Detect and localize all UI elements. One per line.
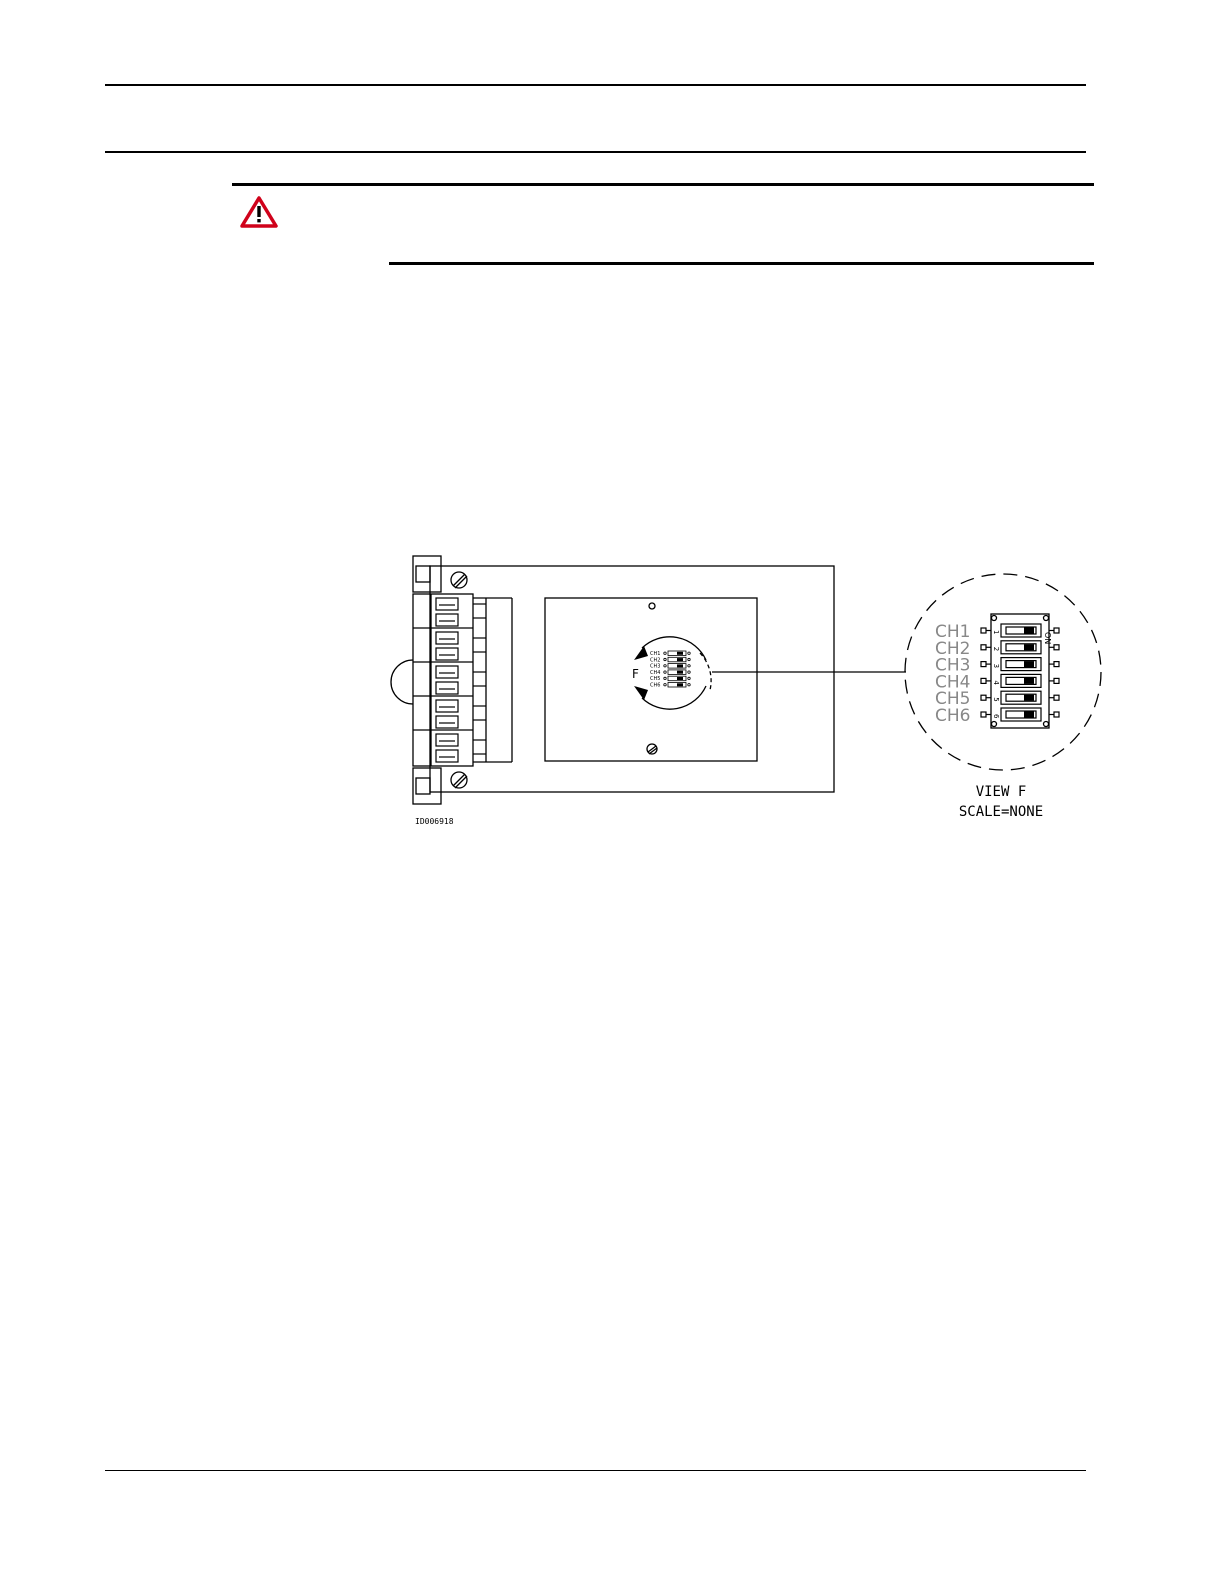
latch-top [413, 556, 441, 592]
mini-channel-label: CH2 [650, 657, 661, 664]
terminal-cell [436, 666, 458, 678]
dip-switch-toggle [1001, 708, 1041, 721]
latch-bottom [413, 768, 441, 804]
detail-channel-label: CH2 [935, 638, 971, 659]
dip-switch-toggle [1001, 674, 1041, 687]
detail-channel-label: CH3 [935, 655, 971, 676]
mini-channel-label: CH5 [650, 676, 661, 683]
terminal-cell [436, 598, 458, 610]
switch-number: 1 [992, 630, 1000, 635]
dip-switch-toggle [1001, 691, 1041, 704]
terminal-cell [436, 750, 458, 762]
view-scale: SCALE=NONE [958, 804, 1044, 820]
terminal-cell [436, 682, 458, 694]
detail-channel-label: CH6 [935, 706, 971, 726]
terminal-cell [436, 700, 458, 712]
switch-number: 2 [992, 646, 1000, 652]
mini-channel-label: CH3 [650, 663, 661, 670]
terminal-cell [436, 648, 458, 660]
dip-switch-toggle [1001, 641, 1041, 654]
switch-number: 4 [992, 680, 1000, 685]
terminal-cell [436, 632, 458, 644]
terminal-cell [436, 734, 458, 746]
mini-channel-label: CH4 [650, 669, 661, 676]
zoom-letter-label: F [632, 667, 639, 681]
terminal-cell [436, 614, 458, 626]
detail-channel-label: CH5 [935, 689, 971, 710]
on-label: ON [1043, 632, 1052, 645]
board-tab [391, 660, 413, 704]
terminal-connector [413, 594, 473, 766]
terminal-cell [436, 716, 458, 728]
zoom-arc-bottom [642, 686, 706, 709]
mini-channel-label: CH1 [650, 651, 661, 657]
panel-screw-top [649, 603, 655, 609]
detail-channel-label: CH1 [935, 622, 971, 642]
view-title: VIEW F [975, 784, 1027, 800]
figure-id-label: ID006918 [415, 817, 454, 826]
dip-switch-toggle [1001, 624, 1041, 637]
detail-channel-label: CH4 [935, 672, 971, 693]
mini-channel-label: CH6 [650, 682, 661, 689]
switch-number: 5 [992, 697, 1000, 702]
switch-number: 3 [992, 663, 1000, 669]
switch-number: 6 [992, 714, 1000, 719]
dip-switch-toggle [1001, 658, 1041, 671]
